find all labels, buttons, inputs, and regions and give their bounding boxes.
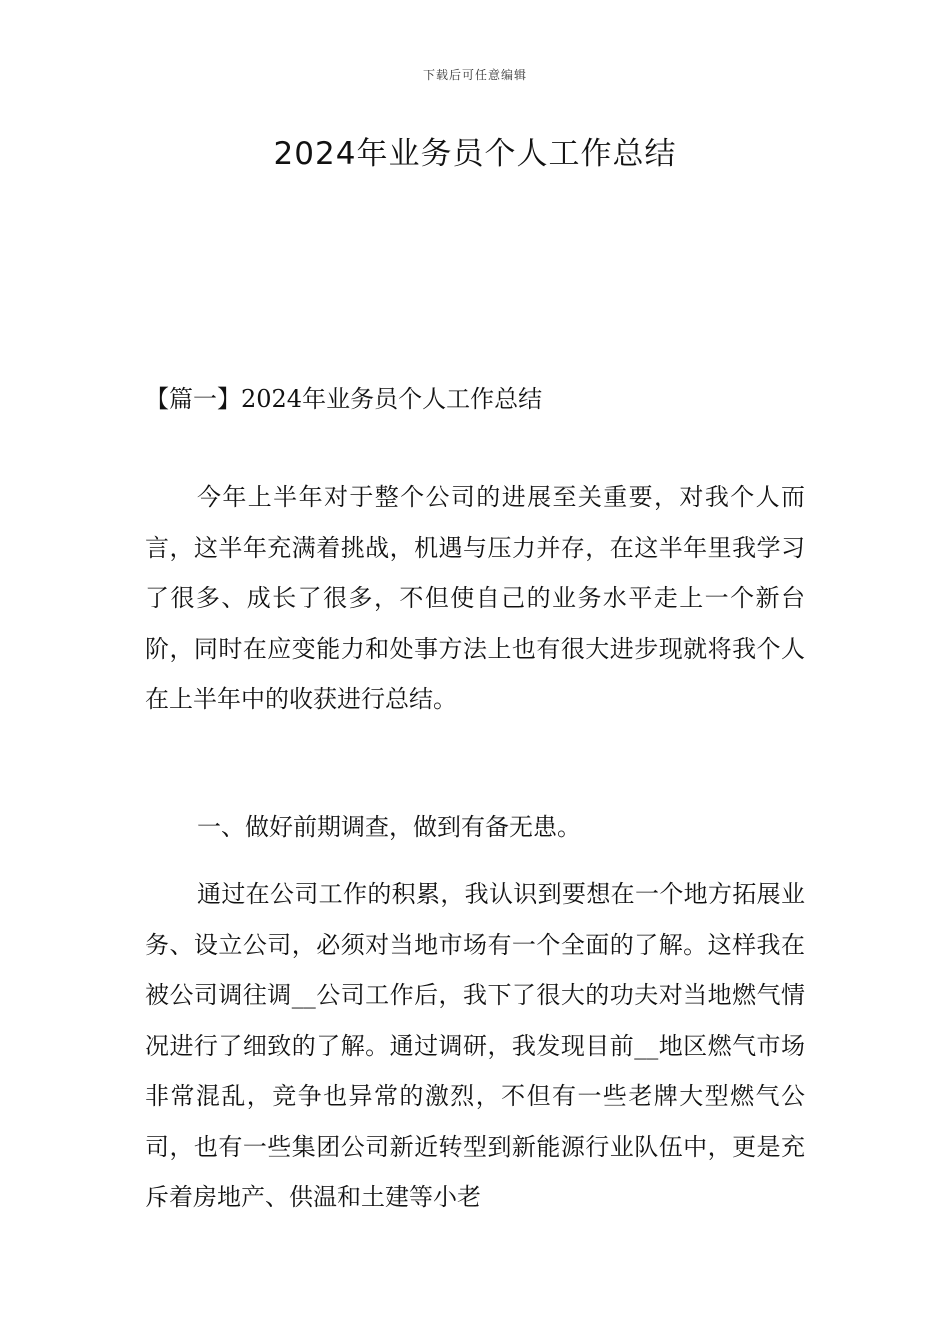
document-title: 2024年业务员个人工作总结 bbox=[273, 136, 677, 172]
section-title: 【篇一】2024年业务员个人工作总结 bbox=[145, 385, 543, 413]
paragraph-body: 通过在公司工作的积累，我认识到要想在一个地方拓展业务、设立公司，必须对当地市场有一个全面的了解。这样我在被公司调往调__公司工作后，我下了很大的功夫对当地燃气情况进行了细致的了解。通过调研，我发现目前__地区燃气市场非常混乱，竞争也异常的激烈，不但有一些老牌大型燃气公司，也有一些集团公司新近转型到新能源行业队伍中，更是充斥着房地产、供温和土建等小老 bbox=[145, 880, 805, 1211]
paragraph-heading-one: 一、做好前期调查，做到有备无患。 bbox=[197, 813, 581, 841]
paragraph-intro: 今年上半年对于整个公司的进展至关重要，对我个人而言，这半年充满着挑战，机遇与压力并存，在这半年里我学习了很多、成长了很多，不但使自己的业务水平走上一个新台阶，同时在应变能力和处事方法上也有很大进步现就将我个人在上半年中的收获进行总结。 bbox=[145, 483, 805, 713]
header-note: 下载后可任意编辑 bbox=[422, 68, 527, 82]
